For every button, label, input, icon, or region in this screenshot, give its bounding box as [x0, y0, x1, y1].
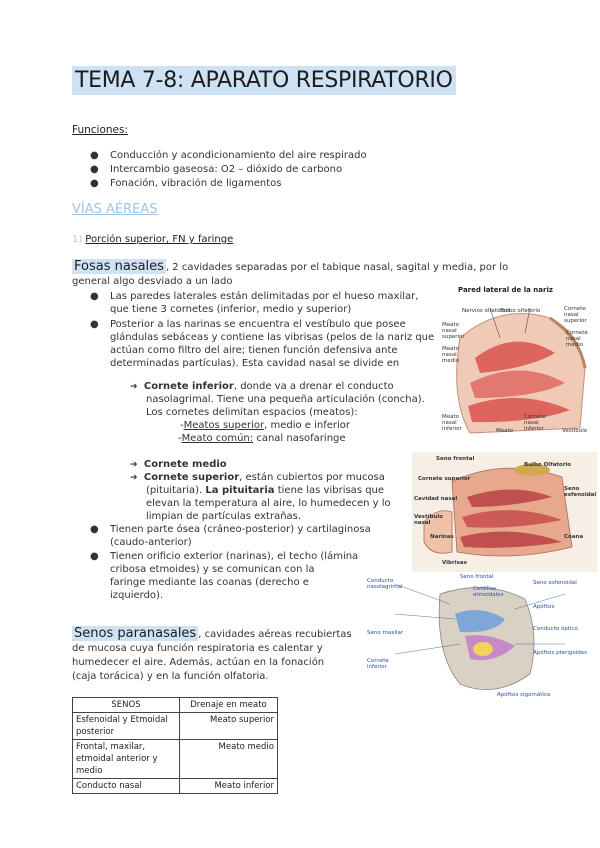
- table-cell: Meato superior: [180, 713, 278, 740]
- fig-label: Bulbo Olfatorio: [524, 462, 572, 468]
- fosas-bullet: ● Posterior a las narinas se encuentra el vestíbulo que posee: [90, 319, 406, 330]
- fig-label: Conducto óptico: [533, 626, 578, 632]
- fig-label: Cornete nasal inferior: [524, 414, 546, 432]
- funciones-heading: Funciones:: [72, 124, 129, 136]
- fig-label: Coana: [564, 534, 584, 540]
- fig-label: Vestíbulo: [562, 428, 588, 434]
- fig-label: Apófisis cigomática: [497, 692, 551, 698]
- fosas-bullet-line: determinadas partículas). Esta cavidad nasal se divide en: [110, 358, 400, 369]
- cornete-superior-line: (pituitaria). La pituitaria tiene las vibrisas que: [146, 485, 385, 496]
- table-cell: Meato medio: [180, 740, 278, 779]
- fig-label: Meato nasal medio: [442, 346, 460, 364]
- cornete-medio: ➔ Cornete medio: [130, 459, 227, 470]
- fosas-bullet-line: que tiene 3 cornetes (inferior, medio y superior): [110, 304, 352, 315]
- senos-line: (caja torácica) y en la función olfatoria.: [72, 671, 269, 682]
- fig-label: Apófisis pterigoides: [533, 650, 588, 656]
- fosas-bullet-line: actúan como filtro del aire; tienen función defensiva ante: [110, 345, 398, 356]
- fosas-bullet-line: (caudo-anterior): [110, 537, 192, 548]
- fig-label: Seno frontal: [436, 456, 475, 462]
- fig-label: Vibrisas: [442, 560, 467, 566]
- table-cell: Frontal, maxilar, etmoidal anterior y medio: [73, 740, 180, 779]
- figure-sagittal-section: [412, 452, 597, 572]
- table-header-row: [73, 698, 278, 713]
- fig-label: Vestíbulo nasal: [414, 514, 443, 526]
- funciones-item: ● Conducción y acondicionamiento del aire respirado: [90, 150, 367, 161]
- cornete-superior: ➔ Cornete superior, están cubiertos por mucosa: [130, 472, 385, 483]
- figure-lateral-wall: [440, 284, 595, 440]
- figure-caption: Pared lateral de la nariz: [458, 286, 553, 294]
- fig-label: Cavidad nasal: [414, 496, 458, 502]
- fig-label: Seno frontal: [460, 574, 494, 580]
- funciones-item: ● Fonación, vibración de ligamentos: [90, 178, 282, 189]
- fosas-heading: Fosas nasales: [74, 259, 164, 274]
- table-header: Drenaje en meato: [180, 698, 278, 713]
- fig-label: Bulbo olfatorio: [500, 308, 541, 314]
- fosas-bullet-line: izquierdo).: [110, 590, 164, 601]
- section-heading-vias-aereas: VÍAS AÉREAS: [72, 202, 158, 217]
- fosas-bullet-line: faringe mediante las coanas (derecho e: [110, 577, 309, 588]
- fig-label: Nervios olfatorios: [462, 308, 511, 314]
- fosas-bullet-line: cribosa etmoides) y se comunican con la: [110, 564, 315, 575]
- meatos-line: -Meatos superior, medio e inferior: [180, 420, 351, 431]
- senos-table: [72, 697, 278, 794]
- fig-label: Cornete nasal medio: [566, 330, 588, 348]
- senos-line: de mucosa cuya función respiratoria es calentar y: [72, 643, 323, 654]
- page-title: TEMA 7-8: APARATO RESPIRATORIO: [72, 66, 456, 95]
- fosas-bullet: ● Tienen orificio exterior (narinas), el techo (lámina: [90, 551, 359, 562]
- figure-paranasal-sinuses: [365, 574, 597, 704]
- cornete-superior-line: elevan la temperatura al aire, lo humedecen y lo: [146, 498, 391, 509]
- fosas-bullet: ● Las paredes laterales están delimitadas por el hueso maxilar,: [90, 291, 419, 302]
- cornete-inferior: ➔ Cornete inferior, donde va a drenar el conducto: [130, 381, 394, 392]
- fig-label: Conducto nasolagrimal: [367, 578, 403, 590]
- table-cell: Esfenoidal y Etmoidal posterior: [73, 713, 180, 740]
- table-row: [73, 713, 278, 740]
- meato-comun-line: -Meato común: canal nasofaringe: [178, 433, 346, 444]
- fosas-bullet-line: glándulas sebáceas y contiene las vibrisas (pelos de la nariz que: [110, 332, 435, 343]
- senos-intro: Senos paranasales , cavidades aéreas recubiertas: [74, 626, 352, 641]
- fig-label: Cornete inferior: [367, 658, 389, 670]
- cornete-superior-line: limpian de partículas extrañas.: [146, 511, 302, 522]
- table-cell: Meato inferior: [180, 779, 278, 794]
- fig-label: Seno esfenoidal: [533, 580, 577, 586]
- fig-label: Apófisis: [533, 604, 555, 610]
- fig-label: Seno maxilar: [367, 630, 404, 636]
- table-header: SENOS: [73, 698, 180, 713]
- fosas-intro-line2: general algo desviado a un lado: [72, 276, 233, 287]
- fig-label: Meato nasal superior: [442, 322, 465, 340]
- fosas-bullet: ● Tienen parte ósea (cráneo-posterior) y cartilaginosa: [90, 524, 371, 535]
- fosas-intro: Fosas nasales , 2 cavidades separadas por el tabique nasal, sagital y media, por lo: [74, 259, 509, 274]
- fig-label: Narinas: [430, 534, 454, 540]
- funciones-item: ● Intercambio gaseosa: O2 – dióxido de carbono: [90, 164, 343, 175]
- fig-label: Cornete nasal superior: [564, 306, 587, 324]
- cornete-inferior-line: Los cornetes delimitan espacios (meatos):: [146, 407, 358, 418]
- fig-label: Celdillas etmoidales: [473, 586, 504, 598]
- fig-label: Meato: [496, 428, 514, 434]
- fig-label: Seno esfenoidal: [564, 486, 597, 498]
- table-row: [73, 779, 278, 794]
- senos-line: humedecer el aire. Además, actúan en la fonación: [72, 657, 325, 668]
- senos-heading: Senos paranasales: [74, 626, 197, 641]
- sagittal-illustration: [412, 452, 597, 572]
- cornete-inferior-line: nasolagrimal. Tiene una pequeña articulación (concha).: [146, 394, 425, 405]
- table-row: [73, 740, 278, 779]
- subsection-heading: 1) Porción superior, FN y faringe: [72, 234, 234, 245]
- table-cell: Conducto nasal: [73, 779, 180, 794]
- fig-label: Cornete superior: [418, 476, 471, 482]
- fig-label: Meato nasal inferior: [442, 414, 462, 432]
